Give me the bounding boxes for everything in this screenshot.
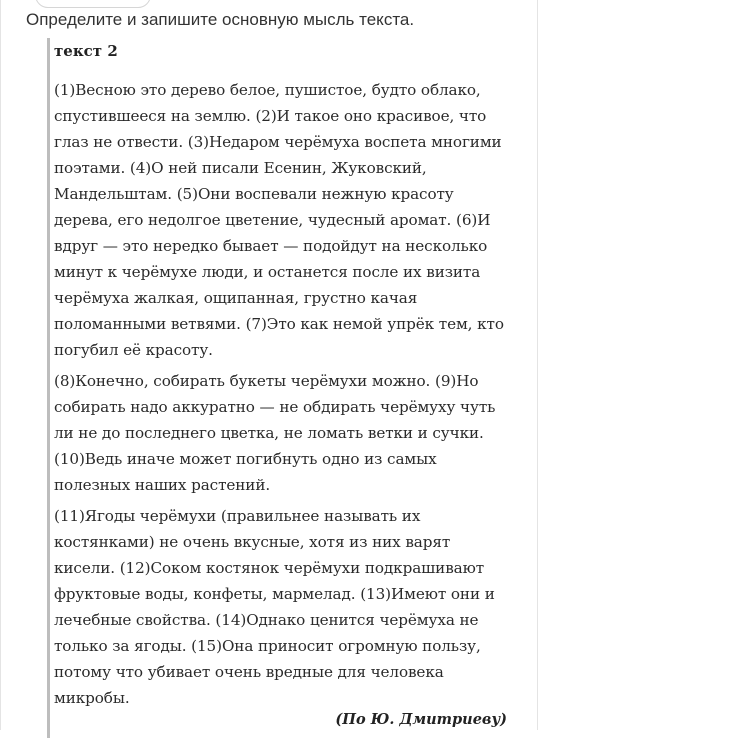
text-author: (По Ю. Дмитриеву)	[335, 711, 507, 728]
top-tab-button[interactable]	[35, 0, 151, 8]
text-title: текст 2	[54, 42, 118, 60]
text-paragraph-3: (11)Ягоды черёмухи (правильнее называть их костянками) не очень вкусные, хотя из них варят кисели. (12)Соком костянок черёмухи подкрашивают фруктовые воды, конфеты, мармелад. (13)Имеют они и лечебные свойства. (14)Однако ценится черёмуха не только за ягоды. (15)Она приносит огромную пользу, потому что убивает очень вредные для человека микробы.	[54, 507, 495, 707]
text-paragraph-1: (1)Весною это дерево белое, пушистое, будто облако, спустившееся на землю. (2)И такое оно красивое, что глаз не отвести. (3)Недаром черёмуха воспета многими поэтами. (4)О ней писали Есенин, Жуковский, Мандельштам. (5)Они воспевали нежную красоту дерева, его недолгое цветение, чудесный аромат. (6)И вдруг — это нередко бывает — подойдут на несколько минут к черёмухе люди, и останется после их визита черёмуха жалкая, ощипанная, грустно качая поломанными ветвями. (7)Это как немой упрёк тем, кто погубил её красоту.	[54, 81, 504, 359]
text-paragraph-2: (8)Конечно, собирать букеты черёмухи можно. (9)Но собирать надо аккуратно — не обдирать черёмуху чуть ли не до последнего цветка, не ломать ветки и сучки. (10)Ведь иначе может погибнуть одно из самых полезных наших растений.	[54, 372, 496, 494]
task-instruction: Определите и запишите основную мысль текста.	[26, 10, 415, 29]
text-blockquote	[47, 38, 511, 738]
